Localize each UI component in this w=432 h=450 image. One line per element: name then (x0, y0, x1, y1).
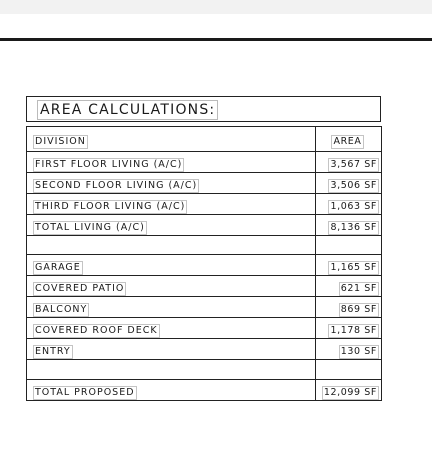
header-area: AREA (333, 136, 362, 147)
division-label: SECOND FLOOR LIVING (A/C) (35, 180, 198, 191)
table-row (27, 255, 382, 276)
table-row (27, 152, 382, 173)
division-label-cell (27, 360, 316, 379)
area-value-cell (316, 215, 382, 236)
area-value-cell (316, 194, 382, 215)
area-table (26, 126, 382, 401)
area-value-cell (316, 360, 382, 379)
division-label: COVERED PATIO (35, 283, 125, 295)
division-label: ENTRY (35, 346, 71, 358)
area-value-cell (316, 379, 382, 400)
area-value: 621 SF (340, 283, 377, 295)
division-label-cell (27, 236, 316, 255)
table-row (27, 339, 382, 360)
area-value: 869 SF (340, 304, 377, 316)
area-value-cell (316, 297, 382, 318)
division-label-cell (27, 318, 316, 339)
division-label-cell (27, 255, 316, 276)
sheet-border-line (0, 38, 432, 41)
division-label-cell (27, 339, 316, 360)
table-row (27, 379, 382, 400)
table-title: AREA CALCULATIONS: (37, 100, 218, 120)
division-label: TOTAL PROPOSED (35, 386, 135, 398)
division-label: COVERED ROOF DECK (35, 325, 158, 337)
division-label-cell (27, 173, 316, 194)
header-area-cell (316, 127, 382, 152)
division-label-cell (27, 276, 316, 297)
area-value: 1,165 SF (330, 262, 377, 274)
area-value: 3,506 SF (330, 180, 377, 191)
area-value-cell (316, 276, 382, 297)
area-value-cell (316, 173, 382, 194)
table-row (27, 276, 382, 297)
table-row (27, 318, 382, 339)
header-division: DIVISION (35, 136, 86, 147)
area-value-cell (316, 318, 382, 339)
area-value-cell (316, 152, 382, 173)
area-value: 12,099 SF (323, 386, 377, 398)
division-label: THIRD FLOOR LIVING (A/C) (35, 201, 186, 212)
area-value: 8,136 SF (330, 222, 377, 233)
table-row (27, 215, 382, 236)
division-label-cell (27, 297, 316, 318)
division-label-cell (27, 215, 316, 236)
division-label-cell (27, 152, 316, 173)
division-label-cell (27, 379, 316, 400)
header-division-cell (27, 127, 316, 152)
top-bar (0, 0, 432, 14)
division-label-cell (27, 194, 316, 215)
area-value: 1,063 SF (330, 201, 377, 212)
division-label: BALCONY (35, 304, 88, 316)
area-value-cell (316, 339, 382, 360)
table-row (27, 194, 382, 215)
table-header-row (27, 127, 382, 152)
area-value: 3,567 SF (330, 159, 377, 170)
area-value-cell (316, 236, 382, 255)
area-calculations-sheet (26, 96, 381, 401)
division-label: TOTAL LIVING (A/C) (35, 222, 145, 233)
table-row (27, 297, 382, 318)
division-label: FIRST FLOOR LIVING (A/C) (35, 159, 183, 170)
title-box (26, 96, 381, 122)
division-label: GARAGE (35, 262, 81, 274)
table-row (27, 236, 382, 255)
area-value: 1,178 SF (330, 325, 377, 337)
table-row (27, 173, 382, 194)
area-value: 130 SF (340, 346, 377, 358)
area-value-cell (316, 255, 382, 276)
table-row (27, 360, 382, 379)
